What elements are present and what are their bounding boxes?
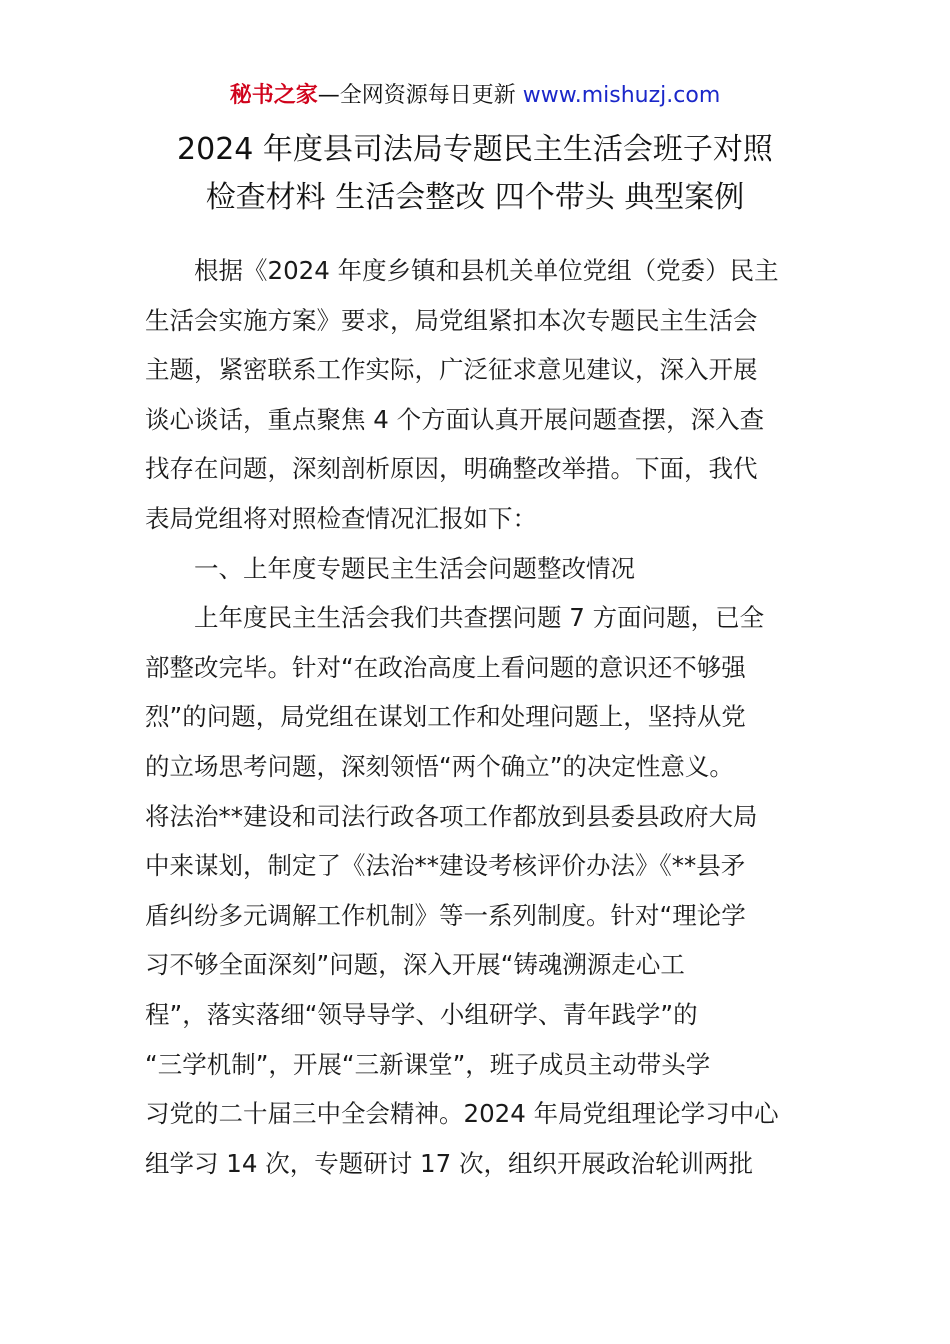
title-line-1: 2024 年度县司法局专题民主生活会班子对照 <box>177 132 773 167</box>
body-line: 表局党组将对照检查情况汇报如下： <box>145 503 537 533</box>
body-line: 组学习 14 次，专题研讨 17 次，组织开展政治轮训两批 <box>145 1148 753 1178</box>
site-header <box>0 80 950 112</box>
body-line: 将法治**建设和司法行政各项工作都放到县委县政府大局 <box>145 801 758 831</box>
document-body <box>145 246 815 1188</box>
body-line: 习不够全面深刻”问题，深入开展“铸魂溯源走心工 <box>145 950 685 980</box>
header-tagline: —全网资源每日更新 <box>317 83 523 108</box>
document-title <box>0 126 950 222</box>
body-line: 根据《2024 年度乡镇和县机关单位党组（党委）民主 <box>194 256 779 285</box>
body-line: 主题，紧密联系工作实际，广泛征求意见建议，深入开展 <box>145 355 758 385</box>
title-line-2: 检查材料 生活会整改 四个带头 典型案例 <box>205 180 745 215</box>
body-line: 烈”的问题，局党组在谋划工作和处理问题上，坚持从党 <box>145 702 746 732</box>
body-line: 谈心谈话，重点聚焦 4 个方面认真开展问题查摆，深入查 <box>145 404 765 434</box>
brand-name: 秘书之家 <box>229 83 318 108</box>
body-line: 的立场思考问题，深刻领悟“两个确立”的决定性意义。 <box>145 751 734 781</box>
body-line: 盾纠纷多元调解工作机制》等一系列制度。针对“理论学 <box>145 900 746 930</box>
body-line: 部整改完毕。针对“在政治高度上看问题的意识还不够强 <box>145 652 746 682</box>
body-line: 习党的二十届三中全会精神。2024 年局党组理论学习中心 <box>145 1099 779 1129</box>
body-line: 找存在问题，深刻剖析原因，明确整改举措。下面，我代 <box>145 454 758 484</box>
section-heading: 一、上年度专题民主生活会问题整改情况 <box>194 553 635 583</box>
body-line: 上年度民主生活会我们共查摆问题 7 方面问题，已全 <box>194 603 765 633</box>
body-line: 生活会实施方案》要求，局党组紧扣本次专题民主生活会 <box>145 305 758 335</box>
site-url-link[interactable]: www.mishuzj.com <box>522 83 721 108</box>
body-line: “三学机制”，开展“三新课堂”，班子成员主动带头学 <box>145 1049 711 1079</box>
body-line: 程”，落实落细“领导导学、小组研学、青年践学”的 <box>145 999 698 1029</box>
body-line: 中来谋划，制定了《法治**建设考核评价办法》《**县矛 <box>145 851 746 881</box>
